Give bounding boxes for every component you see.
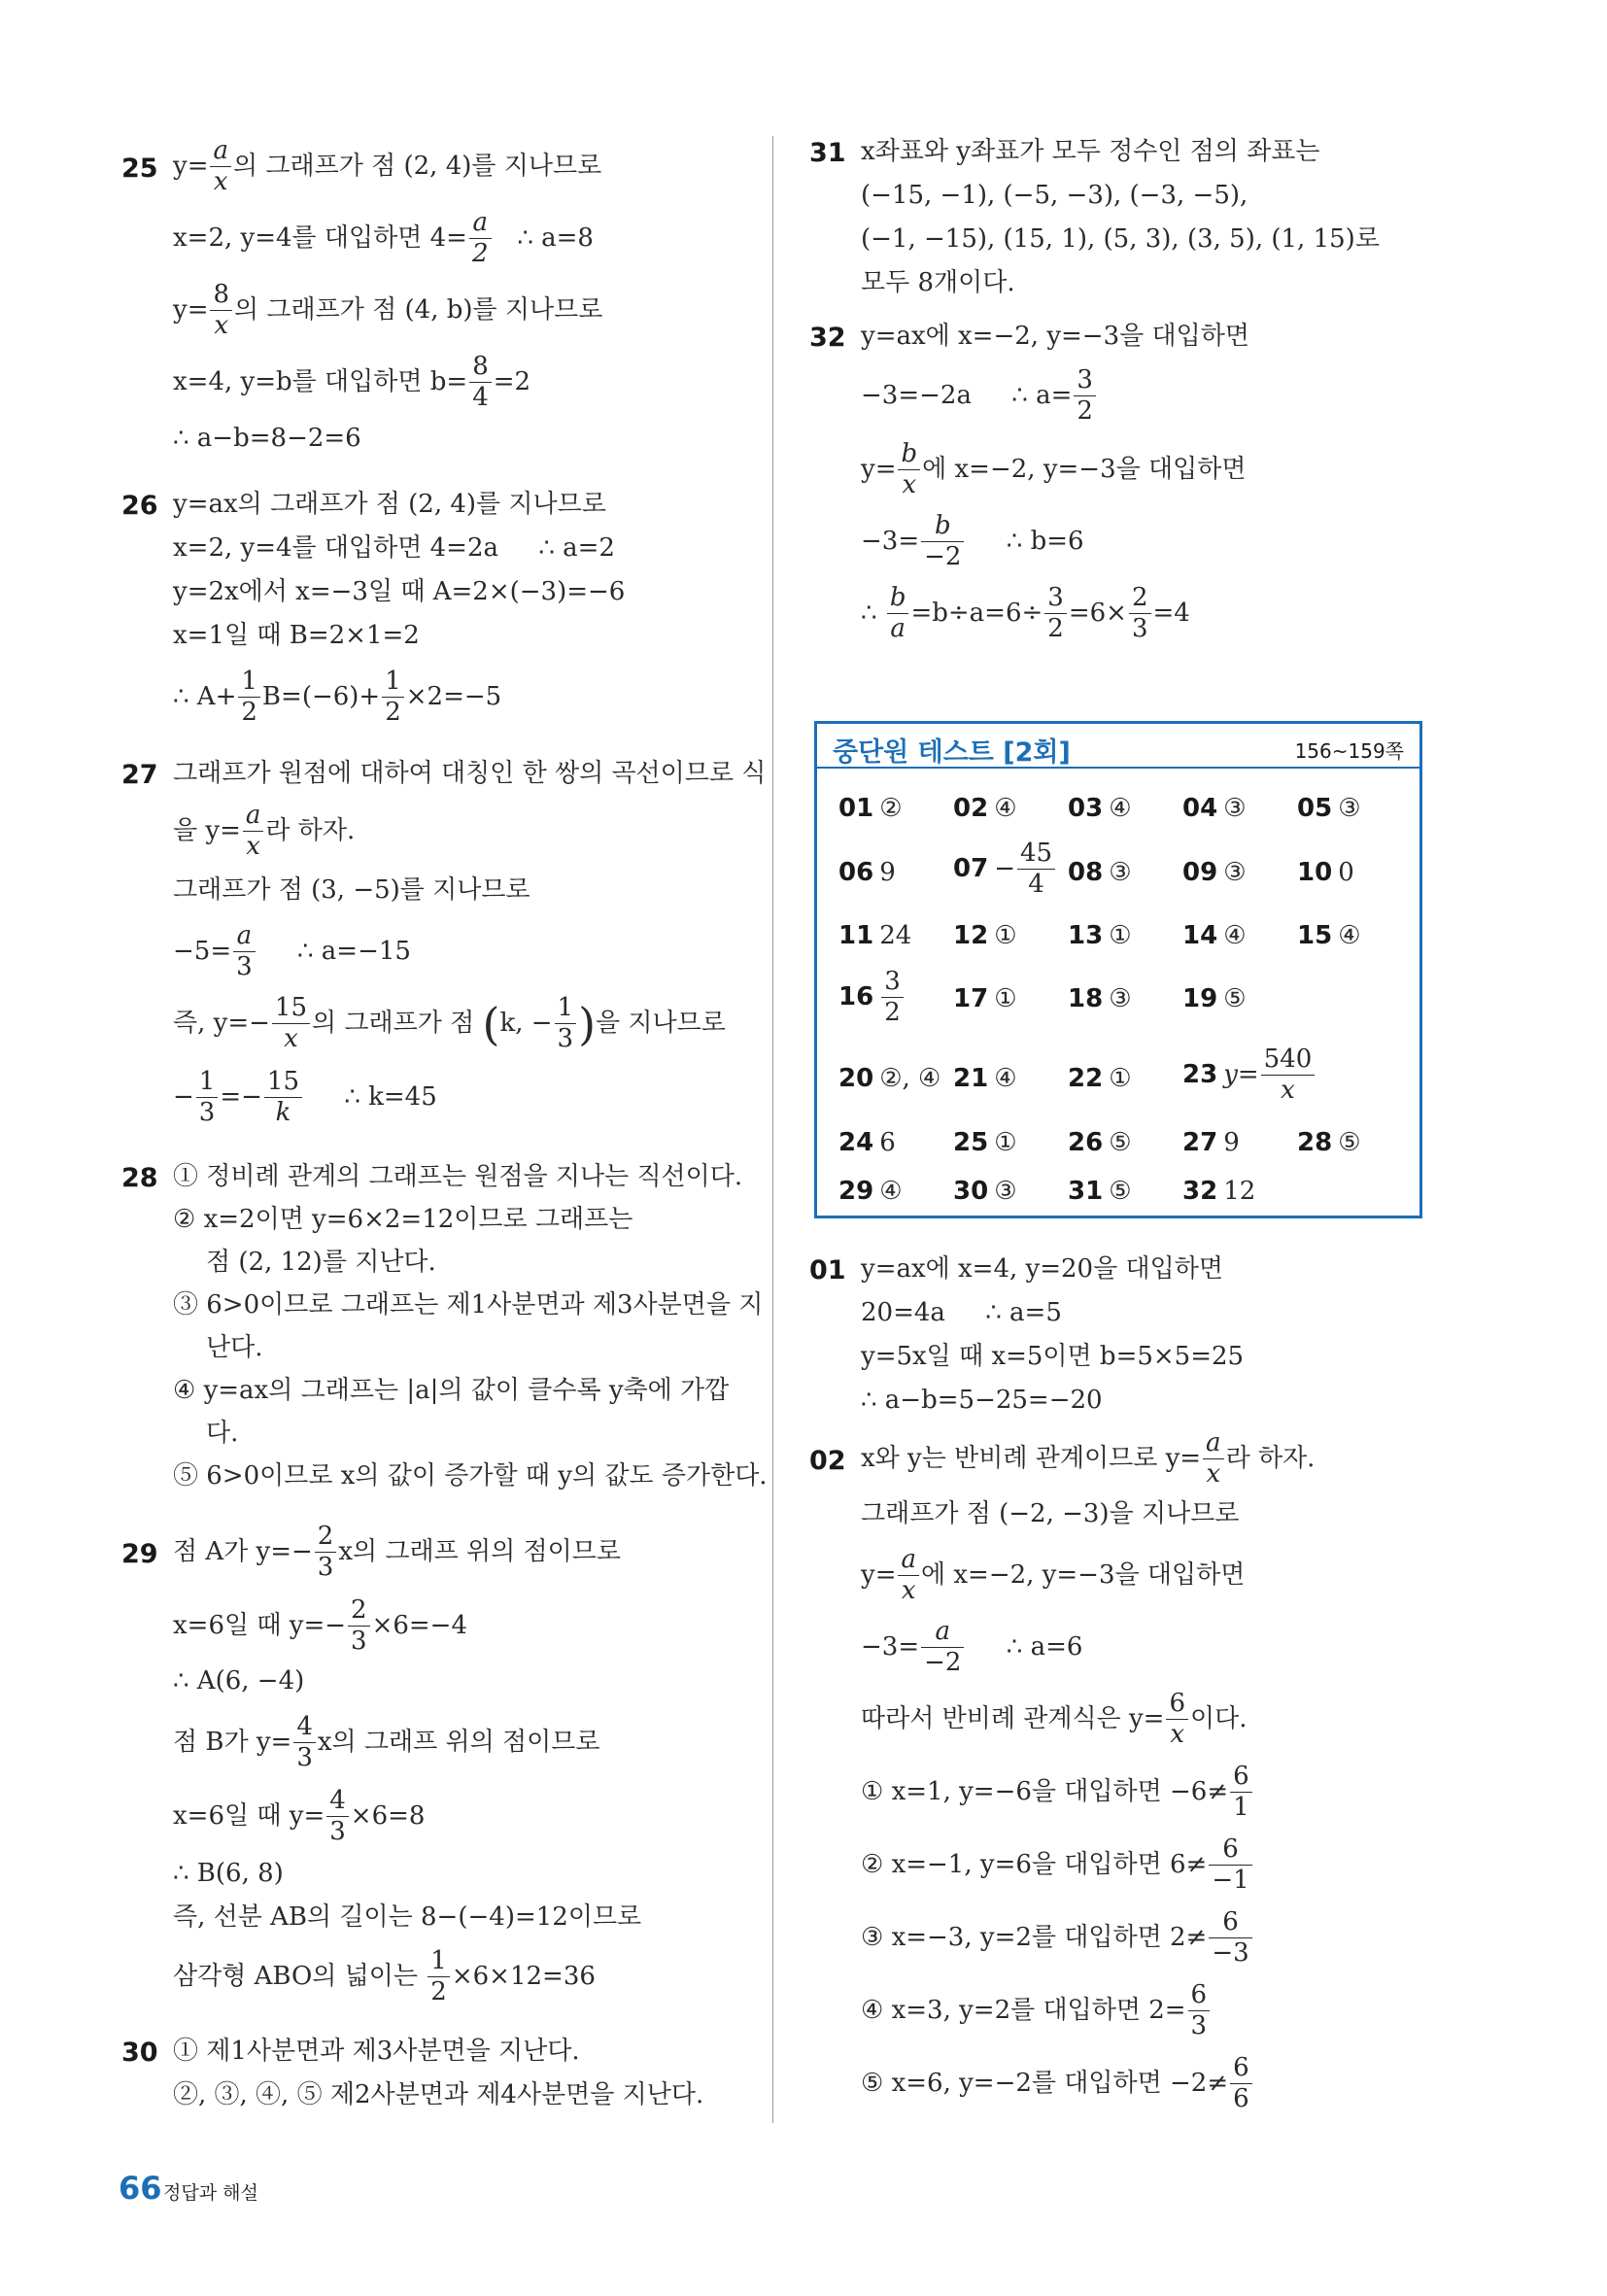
solution-line: x=1일 때 B=2×1=2 — [173, 621, 420, 650]
problem-number: 31 — [809, 138, 846, 168]
fraction: $\frac{1}{2}$ — [238, 668, 260, 727]
fraction: $\frac{6}{6}$ — [1230, 2055, 1252, 2113]
answer-item: 31 ⑤ — [1068, 1177, 1132, 1206]
problem-number: 27 — [121, 760, 158, 790]
solution-line: ∴ A(6, −4) — [173, 1666, 305, 1696]
solution-line: ⑤ x=6, y=−2를 대입하면 −2≠ $\frac{6}{6}$ — [861, 2055, 1254, 2113]
solution-line: −5= $\frac{a}{3}$ ∴ a=−15 — [173, 921, 411, 982]
fraction: $\frac{b}{x}$ — [898, 441, 920, 499]
fraction: $\frac{a}{3}$ — [233, 923, 256, 981]
answer-item: 12 ① — [953, 921, 1017, 950]
solution-line: y=2x에서 x=−3일 때 A=2×(−3)=−6 — [173, 577, 626, 606]
answer-item: 11 24 — [838, 921, 912, 950]
solution-line: 20=4a ∴ a=5 — [861, 1298, 1062, 1327]
solution-line: (−1, −15), (15, 1), (5, 3), (3, 5), (1, 15)로 — [861, 224, 1380, 254]
fraction: $\frac{1}{3}$ — [555, 995, 577, 1053]
fraction: $\frac{6}{x}$ — [1166, 1691, 1188, 1749]
answer-item: 14 ④ — [1182, 921, 1247, 950]
fraction: $\frac{6}{1}$ — [1230, 1764, 1252, 1822]
solution-line: 모두 8개이다. — [861, 268, 1015, 297]
fraction: $\frac{3}{2}$ — [881, 969, 904, 1027]
solution-line: 즉, 선분 AB의 길이는 8−(−4)=12이므로 — [173, 1902, 642, 1932]
answer-item: 21 ④ — [953, 1064, 1017, 1093]
page-number: 66 — [119, 2170, 162, 2207]
fraction: $\frac{6}{-3}$ — [1209, 1909, 1251, 1968]
fraction: $\frac{15}{x}$ — [272, 995, 310, 1053]
left-paren: ( — [482, 997, 500, 1050]
answer-box-title: 중단원 테스트 [2회] — [833, 737, 1071, 768]
problem-number: 26 — [121, 491, 158, 521]
answer-item: 15 ④ — [1297, 921, 1361, 950]
answer-item: 04 ③ — [1182, 794, 1247, 823]
solution-line: 난다. — [206, 1333, 263, 1362]
solution-line: 그래프가 원점에 대하여 대칭인 한 쌍의 곡선이므로 식 — [173, 759, 767, 788]
solution-line: ∴ B(6, 8) — [173, 1859, 284, 1888]
solution-line: x=6일 때 y= $\frac{4}{3}$ ×6=8 — [173, 1786, 426, 1847]
problem-number: 25 — [121, 154, 158, 184]
fraction: $\frac{b}{-2}$ — [921, 513, 964, 571]
solution-line: − $\frac{1}{3}$ =− $\frac{15}{k}$ ∴ k=45 — [173, 1067, 437, 1128]
answer-item: 26 ⑤ — [1068, 1128, 1132, 1157]
solution-line: −3=−2a ∴ a= $\frac{3}{2}$ — [861, 367, 1098, 426]
solution-line: x와 y는 반비례 관계이므로 y= $\frac{a}{x}$ 라 하자. — [861, 1428, 1316, 1490]
solution-line: x=4, y=b를 대입하면 b= $\frac{8}{4}$ =2 — [173, 352, 531, 413]
fraction: $\frac{540}{x}$ — [1261, 1046, 1316, 1105]
solution-line: y= $\frac{b}{x}$ 에 x=−2, y=−3을 대입하면 — [861, 439, 1247, 500]
fraction: $\frac{4}{3}$ — [326, 1788, 349, 1846]
solution-line: 그래프가 점 (3, −5)를 지나므로 — [173, 875, 530, 905]
answer-item: 27 9 — [1182, 1128, 1240, 1157]
fraction: $\frac{15}{k}$ — [264, 1069, 302, 1127]
fraction: $\frac{a}{-2}$ — [921, 1619, 964, 1677]
solution-line: y=ax의 그래프가 점 (2, 4)를 지나므로 — [173, 490, 606, 519]
fraction: $\frac{a}{x}$ — [1203, 1430, 1224, 1489]
solution-line: ⑤ 6>0이므로 x의 값이 증가할 때 y의 값도 증가한다. — [173, 1461, 768, 1491]
solution-line: −3= $\frac{b}{-2}$ ∴ b=6 — [861, 511, 1084, 572]
answer-item: 01 ② — [838, 794, 903, 823]
answer-item: 08 ③ — [1068, 858, 1132, 887]
solution-line: ∴ A+ $\frac{1}{2}$ B=(−6)+ $\frac{1}{2}$ ×2=−5 — [173, 667, 502, 728]
problem-number: 29 — [121, 1539, 158, 1569]
solution-line: ④ x=3, y=2를 대입하면 2= $\frac{6}{3}$ — [861, 1982, 1212, 2040]
solution-line: 점 A가 y=− $\frac{2}{3}$ x의 그래프 위의 점이므로 — [173, 1522, 621, 1583]
answer-item: 23 y= $\frac{540}{x}$ — [1182, 1046, 1316, 1105]
solution-line: y= $\frac{a}{x}$ 에 x=−2, y=−3을 대입하면 — [861, 1545, 1246, 1606]
unit-test-answer-box — [814, 721, 1422, 1218]
solution-line: 을 y= $\frac{a}{x}$ 라 하자. — [173, 801, 356, 862]
solution-line: y=ax에 x=4, y=20을 대입하면 — [861, 1254, 1223, 1284]
solution-line: y=5x일 때 x=5이면 b=5×5=25 — [861, 1342, 1245, 1371]
fraction: $\frac{a}{2}$ — [469, 210, 492, 268]
solution-line: 다. — [206, 1419, 239, 1448]
footer-label: 정답과 해설 — [163, 2182, 258, 2204]
solution-line: ④ y=ax의 그래프는 |a|의 값이 클수록 y축에 가깝 — [173, 1376, 730, 1405]
right-paren: ) — [578, 997, 597, 1050]
answer-item: 05 ③ — [1297, 794, 1361, 823]
fraction: $\frac{4}{3}$ — [293, 1714, 316, 1772]
answer-item: 18 ③ — [1068, 984, 1132, 1013]
solution-line: ① x=1, y=−6을 대입하면 −6≠ $\frac{6}{1}$ — [861, 1764, 1254, 1822]
page-range: 156~159쪽 — [1294, 739, 1404, 763]
answer-item: 29 ④ — [838, 1177, 903, 1206]
answer-box-header — [817, 724, 1419, 769]
answer-item: 13 ① — [1068, 921, 1132, 950]
fraction: $\frac{3}{2}$ — [1074, 367, 1096, 426]
fraction: $\frac{2}{3}$ — [1129, 585, 1151, 643]
answer-item: 10 0 — [1297, 858, 1354, 887]
answer-item: 06 9 — [838, 858, 896, 887]
fraction: $\frac{3}{2}$ — [1044, 585, 1067, 643]
answer-item: 25 ① — [953, 1128, 1017, 1157]
answer-item: 03 ④ — [1068, 794, 1132, 823]
answer-item: 02 ④ — [953, 794, 1017, 823]
solution-line: y= $\frac{8}{x}$ 의 그래프가 점 (4, b)를 지나므로 — [173, 280, 603, 341]
solution-line: ③ x=−3, y=2를 대입하면 2≠ $\frac{6}{-3}$ — [861, 1909, 1254, 1968]
fraction: $\frac{2}{3}$ — [348, 1597, 370, 1656]
solution-line: y= $\frac{a}{x}$ 의 그래프가 점 (2, 4)를 지나므로 — [173, 136, 602, 197]
fraction: $\frac{a}{x}$ — [243, 803, 264, 861]
solution-line: 따라서 반비례 관계식은 y= $\frac{6}{x}$ 이다. — [861, 1689, 1248, 1750]
answer-item: 16 $\frac{3}{2}$ — [838, 969, 906, 1027]
answer-item: 22 ① — [1068, 1064, 1132, 1093]
fraction: $\frac{8}{4}$ — [469, 354, 492, 412]
solution-line: 점 B가 y= $\frac{4}{3}$ x의 그래프 위의 점이므로 — [173, 1712, 600, 1773]
answer-item: 09 ③ — [1182, 858, 1247, 887]
fraction: $\frac{2}{3}$ — [315, 1524, 337, 1582]
fraction: $\frac{a}{x}$ — [210, 138, 231, 196]
solution-line: 즉, y=− $\frac{15}{x}$ 의 그래프가 점 (k, − $\frac{1}{3}$ )을 지나므로 — [173, 993, 726, 1054]
solution-line: ∴ a−b=5−25=−20 — [861, 1386, 1103, 1415]
problem-number: 28 — [121, 1163, 158, 1193]
fraction: $\frac{45}{4}$ — [1017, 840, 1055, 899]
solution-line: (−15, −1), (−5, −3), (−3, −5), — [861, 181, 1248, 210]
fraction: $\frac{a}{x}$ — [898, 1547, 919, 1605]
fraction: $\frac{1}{3}$ — [196, 1069, 219, 1127]
solution-line: x=2, y=4를 대입하면 4= $\frac{a}{2}$ ∴ a=8 — [173, 208, 594, 269]
solution-line: 그래프가 점 (−2, −3)을 지나므로 — [861, 1499, 1240, 1528]
answer-item: 07 − $\frac{45}{4}$ — [953, 840, 1057, 899]
answer-item: 20 ②, ④ — [838, 1064, 941, 1093]
problem-number: 32 — [809, 323, 846, 353]
solution-line: ① 정비례 관계의 그래프는 원점을 지나는 직선이다. — [173, 1162, 743, 1191]
solution-line: 삼각형 ABO의 넓이는 $\frac{1}{2}$ ×6×12=36 — [173, 1946, 596, 2007]
solution-line: y=ax에 x=−2, y=−3을 대입하면 — [861, 322, 1249, 351]
fraction: $\frac{b}{a}$ — [887, 585, 909, 643]
solution-line: ① 제1사분면과 제3사분면을 지난다. — [173, 2037, 580, 2066]
answer-item: 17 ① — [953, 984, 1017, 1013]
problem-number: 01 — [809, 1255, 846, 1285]
solution-line: x=2, y=4를 대입하면 4=2a ∴ a=2 — [173, 533, 615, 563]
answer-item: 32 12 — [1182, 1177, 1256, 1206]
solution-line: ②, ③, ④, ⑤ 제2사분면과 제4사분면을 지난다. — [173, 2080, 704, 2109]
solution-line: ② x=−1, y=6을 대입하면 6≠ $\frac{6}{-1}$ — [861, 1836, 1254, 1895]
fraction: $\frac{6}{3}$ — [1188, 1982, 1211, 2040]
solution-line: x좌표와 y좌표가 모두 정수인 점의 좌표는 — [861, 137, 1320, 166]
solution-line: ② x=2이면 y=6×2=12이므로 그래프는 — [173, 1205, 633, 1234]
solution-line: −3= $\frac{a}{-2}$ ∴ a=6 — [861, 1617, 1083, 1678]
fraction: $\frac{1}{2}$ — [382, 668, 404, 727]
fraction: $\frac{1}{2}$ — [427, 1948, 450, 2006]
column-divider — [772, 136, 773, 2123]
answer-item: 28 ⑤ — [1297, 1128, 1361, 1157]
solution-line: ∴ a−b=8−2=6 — [173, 424, 361, 453]
answer-item: 30 ③ — [953, 1177, 1017, 1206]
answer-item: 24 6 — [838, 1128, 896, 1157]
solution-line: 점 (2, 12)를 지난다. — [206, 1248, 436, 1277]
solution-line: x=6일 때 y=− $\frac{2}{3}$ ×6=−4 — [173, 1595, 468, 1657]
answer-item: 19 ⑤ — [1182, 984, 1247, 1013]
solution-line: ③ 6>0이므로 그래프는 제1사분면과 제3사분면을 지 — [173, 1290, 764, 1319]
problem-number: 30 — [121, 2038, 158, 2068]
problem-number: 02 — [809, 1446, 846, 1476]
fraction: $\frac{6}{-1}$ — [1209, 1836, 1251, 1895]
solution-line: ∴ $\frac{b}{a}$ =b÷a=6÷ $\frac{3}{2}$ =6× $\frac{2}{3}$ =4 — [861, 583, 1190, 644]
fraction: $\frac{8}{x}$ — [210, 282, 232, 340]
